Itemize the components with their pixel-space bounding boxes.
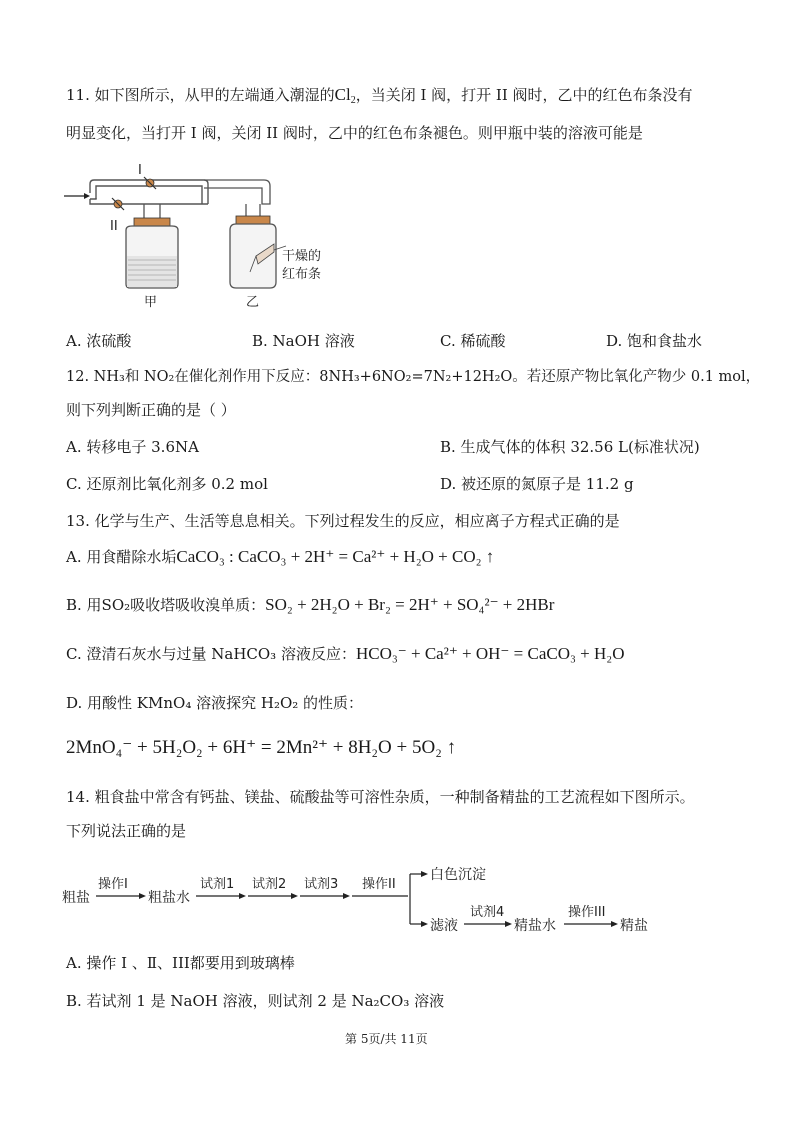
valve-ii-label: II xyxy=(110,219,118,234)
q14-option-b[interactable]: B. 若试剂 1 是 NaOH 溶液，则试剂 2 是 Na₂CO₃ 溶液 xyxy=(66,992,445,1010)
flow-refined-brine: 精盐水 xyxy=(514,918,556,934)
q14-line1: 14. 粗食盐中常含有钙盐、镁盐、硫酸盐等可溶性杂质，一种制备精盐的工艺流程如下图所示。 xyxy=(66,788,695,806)
q11-option-a[interactable]: A. 浓硫酸 xyxy=(66,332,132,350)
q11-line1-b: ，当关闭 I 阀，打开 II 阀时，乙中的红色布条没有 xyxy=(355,86,693,104)
q13-a-equation: CaCO₃ : CaCO₃ + 2H⁺ = Ca²⁺ + H₂O + CO₂ ↑ xyxy=(176,547,495,566)
q11-line1 xyxy=(66,84,693,112)
q12-option-d[interactable]: D. 被还原的氮原子是 11.2 g xyxy=(440,475,634,493)
q11-option-c[interactable]: C. 稀硫酸 xyxy=(440,332,506,350)
q14-line2: 下列说法正确的是 xyxy=(66,822,187,840)
bottle-yi-label: 乙 xyxy=(246,295,260,310)
q13-b-text: B. 用SO₂吸收塔吸收溴单质： xyxy=(66,596,266,614)
q12-option-a[interactable]: A. 转移电子 3.6NA xyxy=(66,438,199,456)
q13-stem: 13. 化学与生产、生活等息息相关。下列过程发生的反应，相应离子方程式正确的是 xyxy=(66,512,620,530)
q13-option-b[interactable] xyxy=(66,594,554,615)
valve-i-label: I xyxy=(138,163,142,178)
flow-crude-salt: 粗盐 xyxy=(62,890,90,906)
flow-reagent4-label: 试剂4 xyxy=(470,905,505,920)
flow-op3-label: 操作III xyxy=(568,905,606,920)
q11-cl2: $Cl_2$ xyxy=(334,85,356,106)
q13-b-equation: SO₂ + 2H₂O + Br₂ = 2H⁺ + SO₄²⁻ + 2HBr xyxy=(265,595,555,614)
bottle-yi xyxy=(230,216,276,288)
q11-option-b[interactable]: B. NaOH 溶液 xyxy=(252,332,355,350)
page-number-footer: 第 5页/共 11页 xyxy=(345,1032,428,1046)
q13-option-a[interactable] xyxy=(66,546,494,567)
q13-c-equation: HCO₃⁻ + Ca²⁺ + OH⁻ = CaCO₃ + H₂O xyxy=(355,644,625,663)
flow-reagent1-label: 试剂1 xyxy=(200,877,235,892)
flow-brine: 粗盐水 xyxy=(148,890,190,906)
q12-option-c[interactable]: C. 还原剂比氧化剂多 0.2 mol xyxy=(66,475,268,493)
flow-refined-salt: 精盐 xyxy=(620,918,648,934)
q13-option-d[interactable] xyxy=(66,692,363,713)
q13-d-text: D. 用酸性 KMnO₄ 溶液探究 H₂O₂ 的性质： xyxy=(66,694,364,712)
q13-c-text: C. 澄清石灰水与过量 NaHCO₃ 溶液反应： xyxy=(66,645,356,663)
dry-cloth-note-1: 干燥的 xyxy=(282,249,322,264)
flow-reagent2-label: 试剂2 xyxy=(252,877,287,892)
q13-d-equation: 2MnO₄⁻ + 5H₂O₂ + 6H⁺ = 2Mn²⁺ + 8H₂O + 5O₂ ↑ xyxy=(66,737,457,758)
valve-ii-icon xyxy=(112,198,124,210)
flow-op2-label: 操作II xyxy=(362,877,396,892)
q11-line1-a: 11. 如下图所示，从甲的左端通入潮湿的 xyxy=(66,86,335,104)
q12-option-b[interactable]: B. 生成气体的体积 32.56 L(标准状况) xyxy=(440,438,700,456)
q13-option-c[interactable] xyxy=(66,643,624,664)
bottle-jia-label: 甲 xyxy=(144,295,158,310)
q13-a-text: A. 用食醋除水垢 xyxy=(66,548,177,566)
q12-line1: 12. NH₃和 NO₂在催化剂作用下反应：8NH₃+6NO₂=7N₂+12H₂O。若还原产物比氧化产物少 0.1 mol， xyxy=(66,369,761,385)
flow-white-precipitate: 白色沉淀 xyxy=(430,867,486,883)
flow-filtrate: 滤液 xyxy=(430,918,458,934)
salt-purification-flowchart xyxy=(62,858,702,938)
lower-tube xyxy=(90,199,208,204)
q12-line2: 则下列判断正确的是（ ） xyxy=(66,401,236,419)
inlet-arrowhead xyxy=(84,193,90,199)
q11-line2: 明显变化，当打开 I 阀，关闭 II 阀时，乙中的红色布条褪色。则甲瓶中装的溶液可能是 xyxy=(66,124,643,142)
dry-cloth-note-2: 红布条 xyxy=(282,267,322,282)
flow-reagent3-label: 试剂3 xyxy=(304,877,339,892)
flow-op1-label: 操作I xyxy=(98,877,128,892)
valve-i-icon xyxy=(144,177,156,189)
q11-option-d[interactable]: D. 饱和食盐水 xyxy=(606,332,703,350)
bottle-jia xyxy=(126,218,178,288)
gas-apparatus-diagram xyxy=(60,160,350,310)
q14-option-a[interactable]: A. 操作 Ⅰ 、Ⅱ、III都要用到玻璃棒 xyxy=(66,954,295,972)
